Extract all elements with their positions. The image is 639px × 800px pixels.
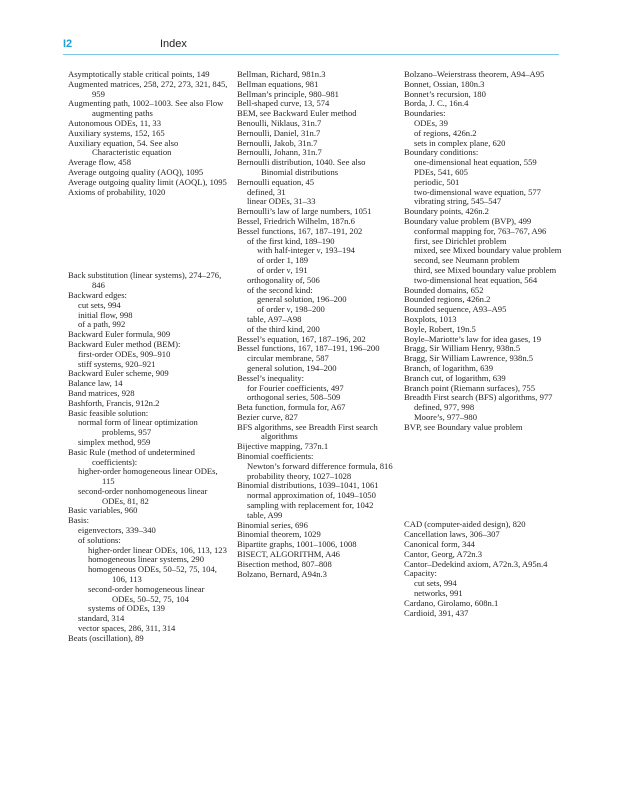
index-entry: Bijective mapping, 737n.1 <box>237 441 329 452</box>
running-head: Index <box>160 38 187 50</box>
index-subentry: linear ODEs, 31–33 <box>247 196 316 207</box>
index-subentry: table, A97–A98 <box>247 313 302 324</box>
index-entry: Branch, of logarithm, 639 <box>404 362 494 373</box>
index-entry: Branch cut, of logarithm, 639 <box>404 372 506 383</box>
index-subentry: homogeneous linear systems, 290 <box>88 554 204 565</box>
index-entry: Bernoulli, Jakob, 31n.7 <box>237 137 318 148</box>
index-entry: Bolzano, Bernard, A94n.3 <box>237 568 327 579</box>
index-subentry: one-dimensional heat equation, 559 <box>414 157 537 168</box>
index-entry: Bounded sequence, A93–A95 <box>404 304 507 315</box>
section-gap <box>68 213 228 255</box>
index-entry: Auxiliary equation, 54. See also Characteristic equation <box>68 137 179 158</box>
index-entry: Cardano, Girolamo, 608n.1 <box>404 597 499 608</box>
index-entry: Autonomous ODEs, 11, 33 <box>68 117 162 128</box>
index-entry: Binomial distributions, 1039–1041, 1061 <box>237 480 379 491</box>
index-subentry: simplex method, 959 <box>78 436 151 447</box>
index-subentry: conformal mapping for, 763–767, A96 <box>414 225 547 236</box>
index-subentry: Newton’s forward difference formula, 816 <box>247 460 393 471</box>
index-subentry: defined, 977, 998 <box>414 402 475 413</box>
index-subentry: homogeneous ODEs, 50–52, 75, 104, 106, 113 <box>88 564 217 585</box>
index-entry: Boyle, Robert, 19n.5 <box>404 323 476 334</box>
index-subentry: sampling with replacement for, 1042 <box>247 500 374 511</box>
index-subentry: of order ν, 191 <box>257 264 308 275</box>
index-entry: BISECT, ALGORITHM, A46 <box>237 549 340 560</box>
index-entry: Binomial series, 696 <box>237 519 308 530</box>
index-entry: Cantor–Dedekind axiom, A72n.3, A95n.4 <box>404 558 548 569</box>
index-entry: Bernoulli’s law of large numbers, 1051 <box>237 206 372 217</box>
index-entry: Bell-shaped curve, 13, 574 <box>237 98 330 109</box>
index-entry: Boundary points, 426n.2 <box>404 206 489 217</box>
index-entry: Bisection method, 807–808 <box>237 558 332 569</box>
index-entry: Basic Rule (method of undetermined coefficients): <box>68 446 195 467</box>
index-entry: Bipartite graphs, 1001–1006, 1008 <box>237 539 357 550</box>
index-subentry: first-order ODEs, 909–910 <box>78 348 171 359</box>
index-subentry: periodic, 501 <box>414 176 460 187</box>
index-entry: Beats (oscillation), 89 <box>68 632 144 643</box>
index-subentry: networks, 991 <box>414 588 463 599</box>
index-entry: Bernoulli, Daniel, 31n.7 <box>237 127 321 138</box>
index-subentry: of order 1, 189 <box>257 255 309 266</box>
index-subentry: cut sets, 994 <box>414 578 457 589</box>
index-entry: Beta function, formula for, A67 <box>237 402 346 413</box>
index-subentry: of a path, 992 <box>78 319 126 330</box>
header-rule <box>63 54 559 55</box>
index-subentry: initial flow, 998 <box>78 309 133 320</box>
index-subentry: with half-integer ν, 193–194 <box>257 245 355 256</box>
index-subentry: third, see Mixed boundary value problem <box>414 264 557 275</box>
index-entry: Bernoulli, Johann, 31n.7 <box>237 147 322 158</box>
index-entry: Cantor, Georg, A72n.3 <box>404 548 483 559</box>
index-subentry: mixed, see Mixed boundary value problem <box>414 245 562 256</box>
index-entry: Average outgoing quality limit (AOQL), 1095 <box>68 176 227 187</box>
index-entry: Backward Euler scheme, 909 <box>68 368 169 379</box>
index-entry: Canonical form, 344 <box>404 539 475 550</box>
index-entry: Augmenting path, 1002–1003. See also Flow augmenting paths <box>68 98 224 119</box>
index-entry: BVP, see Boundary value problem <box>404 421 523 432</box>
index-entry: Borda, J. C., 16n.4 <box>404 98 469 109</box>
index-entry: Bessel, Friedrich Wilhelm, 187n.6 <box>237 215 355 226</box>
index-entry: BFS algorithms, see Breadth First search algorithms <box>237 421 378 442</box>
index-entry: Branch point (Riemann surfaces), 755 <box>404 382 536 393</box>
index-entry: Backward Euler method (BEM): <box>68 338 181 349</box>
index-subentry: probability theory, 1027–1028 <box>247 470 352 481</box>
index-entry: CAD (computer-aided design), 820 <box>404 519 526 530</box>
index-entry: Binomial coefficients: <box>237 451 314 462</box>
index-entry: Back substitution (linear systems), 274–276, 846 <box>68 270 222 291</box>
index-subentry: of the second kind: <box>247 284 313 295</box>
index-subentry: of regions, 426n.2 <box>414 127 477 138</box>
index-entry: Bellman equations, 981 <box>237 78 319 89</box>
index-entry: Bernoulli equation, 45 <box>237 176 315 187</box>
index-entry: Bounded domains, 652 <box>404 284 484 295</box>
index-subentry: orthogonal series, 508–509 <box>247 392 341 403</box>
index-subentry: eigenvectors, 339–340 <box>78 525 156 536</box>
index-entry: Basis: <box>68 515 90 526</box>
index-subentry: first, see Dirichlet problem <box>414 235 507 246</box>
index-entry: Bounded regions, 426n.2 <box>404 294 491 305</box>
index-column-3 <box>404 70 564 618</box>
index-entry: BEM, see Backward Euler method <box>237 108 357 119</box>
index-entry: Backward Euler formula, 909 <box>68 329 171 340</box>
index-column-1 <box>68 70 228 644</box>
section-gap <box>404 448 564 504</box>
index-entry: Average flow, 458 <box>68 157 131 168</box>
index-entry: Axioms of probability, 1020 <box>68 186 166 197</box>
index-entry: Bellman’s principle, 980–981 <box>237 88 339 99</box>
index-entry: Auxiliary systems, 152, 165 <box>68 127 165 138</box>
index-subentry: of the third kind, 200 <box>247 323 320 334</box>
index-entry: Boundary conditions: <box>404 147 479 158</box>
index-subentry: higher-order linear ODEs, 106, 113, 123 <box>88 544 227 555</box>
index-entry: Basic feasible solution: <box>68 407 149 418</box>
index-subentry: normal approximation of, 1049–1050 <box>247 490 376 501</box>
index-subentry: circular membrane, 587 <box>247 353 329 364</box>
index-subentry: two-dimensional wave equation, 577 <box>414 186 541 197</box>
index-entry: Bolzano–Weierstrass theorem, A94–A95 <box>404 69 545 79</box>
index-subentry: Moore’s, 977–980 <box>414 411 478 422</box>
index-subentry: PDEs, 541, 605 <box>414 166 468 177</box>
index-entry: Basic variables, 960 <box>68 505 138 516</box>
index-subentry: two-dimensional heat equation, 564 <box>414 274 538 285</box>
index-entry: Binomial theorem, 1029 <box>237 529 321 540</box>
index-subentry: stiff systems, 920–921 <box>78 358 156 369</box>
index-entry: Bessel’s inequality: <box>237 372 305 383</box>
index-subentry: table, A99 <box>247 509 283 520</box>
index-subentry: second-order nonhomogeneous linear ODEs, 81, 82 <box>78 485 208 506</box>
index-subentry: vibrating string, 545–547 <box>414 196 502 207</box>
index-subentry: orthogonality of, 506 <box>247 274 320 285</box>
index-subentry: cut sets, 994 <box>78 299 121 310</box>
index-entry: Bessel functions, 167, 187–191, 196–200 <box>237 343 380 354</box>
index-subentry: ODEs, 39 <box>414 117 448 128</box>
index-entry: Bellman, Richard, 981n.3 <box>237 69 326 79</box>
index-subentry: of order ν, 198–200 <box>257 304 325 315</box>
index-subentry: standard, 314 <box>78 613 125 624</box>
index-entry: Boyle–Mariotte’s law for idea gases, 19 <box>404 333 541 344</box>
index-subentry: sets in complex plane, 620 <box>414 137 506 148</box>
index-entry: Capacity: <box>404 568 437 579</box>
index-entry: Bessel’s equation, 167, 187–196, 202 <box>237 333 366 344</box>
index-entry: Benoulli, Niklaus, 31n.7 <box>237 117 322 128</box>
index-entry: Boxplots, 1013 <box>404 313 457 324</box>
index-entry: Balance law, 14 <box>68 378 123 389</box>
index-entry: Bessel functions, 167, 187–191, 202 <box>237 225 363 236</box>
index-entry: Backward edges: <box>68 289 127 300</box>
index-subentry: general solution, 194–200 <box>247 362 337 373</box>
index-subentry: second-order homogeneous linear ODEs, 50–52, 75, 104 <box>88 583 205 604</box>
index-subentry: general solution, 196–200 <box>257 294 347 305</box>
index-subentry: vector spaces, 286, 311, 314 <box>78 623 176 634</box>
page-number: I2 <box>63 38 73 50</box>
index-subentry: normal form of linear optimization problems, 957 <box>78 417 198 438</box>
index-entry: Augmented matrices, 258, 272, 273, 321, 845, 959 <box>68 78 228 99</box>
index-subentry: of the first kind, 189–190 <box>247 235 335 246</box>
index-entry: Boundaries: <box>404 108 446 119</box>
index-entry: Bezier curve, 827 <box>237 411 298 422</box>
index-entry: Band matrices, 928 <box>68 387 135 398</box>
index-entry: Cancellation laws, 306–307 <box>404 529 500 540</box>
index-subentry: second, see Neumann problem <box>414 255 520 266</box>
index-entry: Average outgoing quality (AOQ), 1095 <box>68 166 204 177</box>
index-subentry: defined, 31 <box>247 186 286 197</box>
index-entry: Boundary value problem (BVP), 499 <box>404 215 532 226</box>
index-subentry: for Fourier coefficients, 497 <box>247 382 344 393</box>
index-entry: Bashforth, Francis, 912n.2 <box>68 397 160 408</box>
index-entry: Bonnet, Ossian, 180n.3 <box>404 78 485 89</box>
index-subentry: of solutions: <box>78 534 121 545</box>
index-entry: Bernoulli distribution, 1040. See also Binomial distributions <box>237 157 366 177</box>
index-entry: Bragg, Sir William Henry, 938n.5 <box>404 343 521 354</box>
index-entry: Bragg, Sir William Lawrence, 938n.5 <box>404 353 534 364</box>
index-entry: Breadth First search (BFS) algorithms, 977 <box>404 392 553 403</box>
index-column-2 <box>237 70 397 579</box>
index-entry: Bonnet’s recursion, 180 <box>404 88 486 99</box>
index-subentry: higher-order homogeneous linear ODEs, 115 <box>78 466 218 487</box>
index-subentry: systems of ODEs, 139 <box>88 603 165 614</box>
index-entry: Cardioid, 391, 437 <box>404 607 469 618</box>
page-header <box>63 38 559 58</box>
index-entry: Asymptotically stable critical points, 149 <box>68 69 210 79</box>
